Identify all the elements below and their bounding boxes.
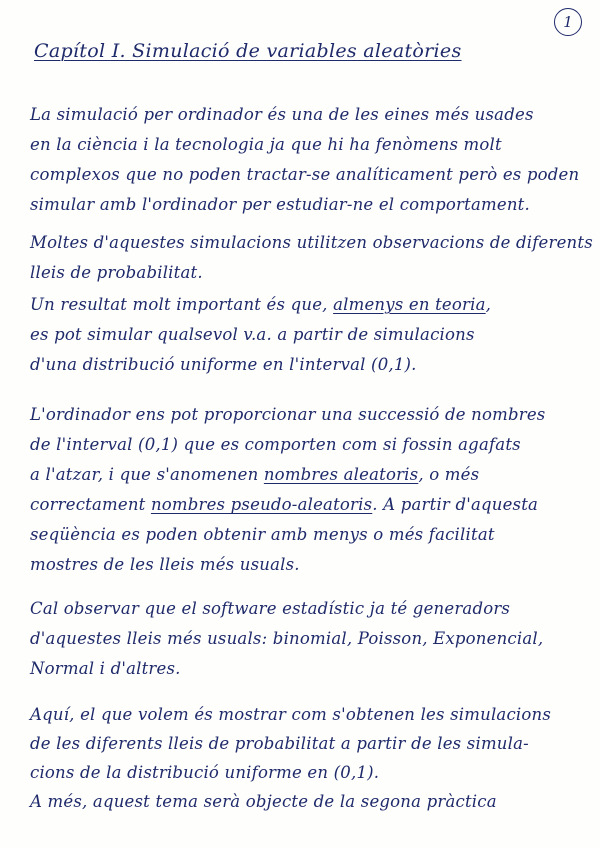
underlined-phrase: nombres aleatoris <box>263 465 419 484</box>
text-fragment: correctament <box>30 495 151 514</box>
text-line: complexos que no poden tractar-se analíticament però es poden <box>30 165 580 184</box>
text-fragment: Un resultat molt important és que, <box>30 295 334 314</box>
page-number: 1 <box>554 8 582 36</box>
underlined-phrase: almenys en teoria <box>333 295 486 314</box>
text-line: A més, aquest tema serà objecte de la segona pràctica <box>30 792 497 811</box>
paragraph-2 <box>30 228 593 288</box>
text-line: Normal i d'altres. <box>30 659 181 678</box>
paragraph-5 <box>30 594 590 684</box>
text-line: es pot simular qualsevol v.a. a partir de simulacions <box>30 325 475 344</box>
text-line: La simulació per ordinador és una de les eines més usades <box>30 105 534 124</box>
paragraph-4 <box>30 400 590 580</box>
text-fragment: . A partir d'aquesta <box>372 495 539 514</box>
text-line <box>30 290 590 320</box>
text-line: mostres de les lleis més usuals. <box>30 555 300 574</box>
page-title: Capítol I. Simulació de variables aleatòries <box>34 40 462 62</box>
text-line: lleis de probabilitat. <box>30 263 203 282</box>
paragraph-6 <box>30 700 590 816</box>
text-line <box>30 490 590 520</box>
text-line: cions de la distribució uniforme en (0,1). <box>30 763 380 782</box>
text-line: simular amb l'ordinador per estudiar-ne el comportament. <box>30 195 530 214</box>
text-line: d'aquestes lleis més usuals: binomial, Poisson, Exponencial, <box>30 629 544 648</box>
text-line: seqüència es poden obtenir amb menys o més facilitat <box>30 525 495 544</box>
underlined-phrase: nombres pseudo-aleatoris <box>150 495 373 514</box>
text-fragment: , o més <box>418 465 480 484</box>
paragraph-1 <box>30 100 590 220</box>
text-fragment: , <box>485 295 492 314</box>
paragraph-3 <box>30 290 590 380</box>
text-line: de les diferents lleis de probabilitat a partir de les simula- <box>30 734 529 753</box>
text-line: de l'interval (0,1) que es comporten com si fossin agafats <box>30 435 521 454</box>
text-line <box>30 460 590 490</box>
text-line: Moltes d'aquestes simulacions utilitzen observacions de diferents <box>30 233 593 252</box>
text-line: Cal observar que el software estadístic ja té generadors <box>30 599 511 618</box>
text-line: L'ordinador ens pot proporcionar una successió de nombres <box>30 405 546 424</box>
text-fragment: a l'atzar, i que s'anomenen <box>30 465 264 484</box>
text-line: d'una distribució uniforme en l'interval (0,1). <box>30 355 417 374</box>
text-line: en la ciència i la tecnologia ja que hi ha fenòmens molt <box>30 135 502 154</box>
text-line: Aquí, el que volem és mostrar com s'obtenen les simulacions <box>30 705 552 724</box>
